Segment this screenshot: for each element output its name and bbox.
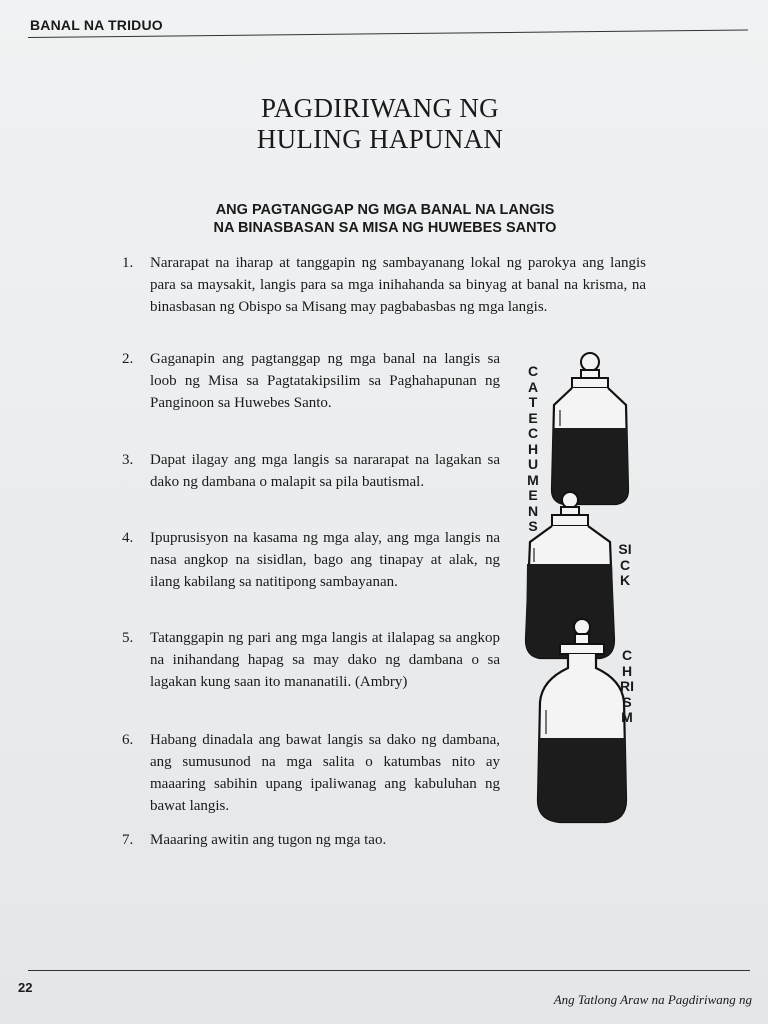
footer-book-title: Ang Tatlong Araw na Pagdiriwang ng — [553, 992, 752, 1007]
list-item — [118, 252, 646, 318]
item-number: 1. — [122, 255, 134, 271]
chrism-label: CHRISM — [620, 647, 634, 725]
item-text: Gaganapin ang pagtanggap ng mga banal na langis sa loob ng Misa sa Pagtatakipsilim sa Paghahapunan ng Panginoon sa Huwebes Santo. — [150, 351, 500, 411]
item-number: 5. — [122, 630, 134, 646]
list-item — [118, 829, 500, 851]
subtitle-line-2: NA BINASBASAN SA MISA NG HUWEBES SANTO — [213, 220, 557, 236]
list-item — [118, 348, 500, 414]
page-title — [200, 93, 560, 155]
item-text: Nararapat na iharap at tanggapin ng sambayanang lokal ng parokya ang langis para sa maysakit, langis para sa mga inihahanda sa binyag at banal na krisma, na binasbasan ng Obispo sa Misang may pagbabasbas ng mga langis. — [150, 255, 646, 315]
list-item — [118, 449, 500, 493]
item-text: Maaaring awitin ang tugon ng mga tao. — [150, 832, 387, 848]
item-number: 6. — [122, 732, 134, 748]
title-line-2: HULING HAPUNAN — [256, 124, 504, 154]
item-number: 3. — [122, 452, 134, 468]
list-item — [118, 527, 500, 593]
item-text: Tatanggapin ng pari ang mga langis at ilalapag sa angkop na inihandang hapag sa may dako ng dambana o sa lagakan kung saan ito mananatili. (Ambry) — [150, 630, 500, 690]
title-line-1: PAGDIRIWANG NG — [261, 93, 499, 123]
section-subtitle — [150, 201, 620, 237]
holy-oils-illustration — [520, 350, 650, 830]
running-head: BANAL NA TRIDUO — [30, 17, 163, 33]
item-text: Ipuprusisyon na kasama ng mga alay, ang mga langis na nasa angkop na sisidlan, bago ang tinapay at alak, ng ilang kabilang sa natitipong sambayanan. — [150, 530, 500, 590]
footer-rule — [28, 970, 750, 971]
list-item — [118, 627, 500, 693]
subtitle-line-1: ANG PAGTANGGAP NG MGA BANAL NA LANGIS — [215, 202, 555, 218]
list-item — [118, 729, 500, 817]
sick-label: SICK — [618, 541, 632, 588]
catechumens-label: CATECHUMENS — [527, 363, 539, 534]
item-number: 7. — [122, 832, 134, 848]
item-number: 2. — [122, 351, 134, 367]
page-number: 22 — [18, 980, 33, 995]
item-text: Habang dinadala ang bawat langis sa dako ng dambana, ang sumusunod na mga salita o katumbas nito ay maaaring sabihin upang ipaliwanag ang kabuluhan ng bawat langis. — [150, 732, 500, 814]
item-number: 4. — [122, 530, 134, 546]
item-text: Dapat ilagay ang mga langis sa nararapat na lagakan sa dako ng dambana o malapit sa pila bautismal. — [150, 452, 500, 490]
catechumens-jar — [552, 353, 628, 504]
